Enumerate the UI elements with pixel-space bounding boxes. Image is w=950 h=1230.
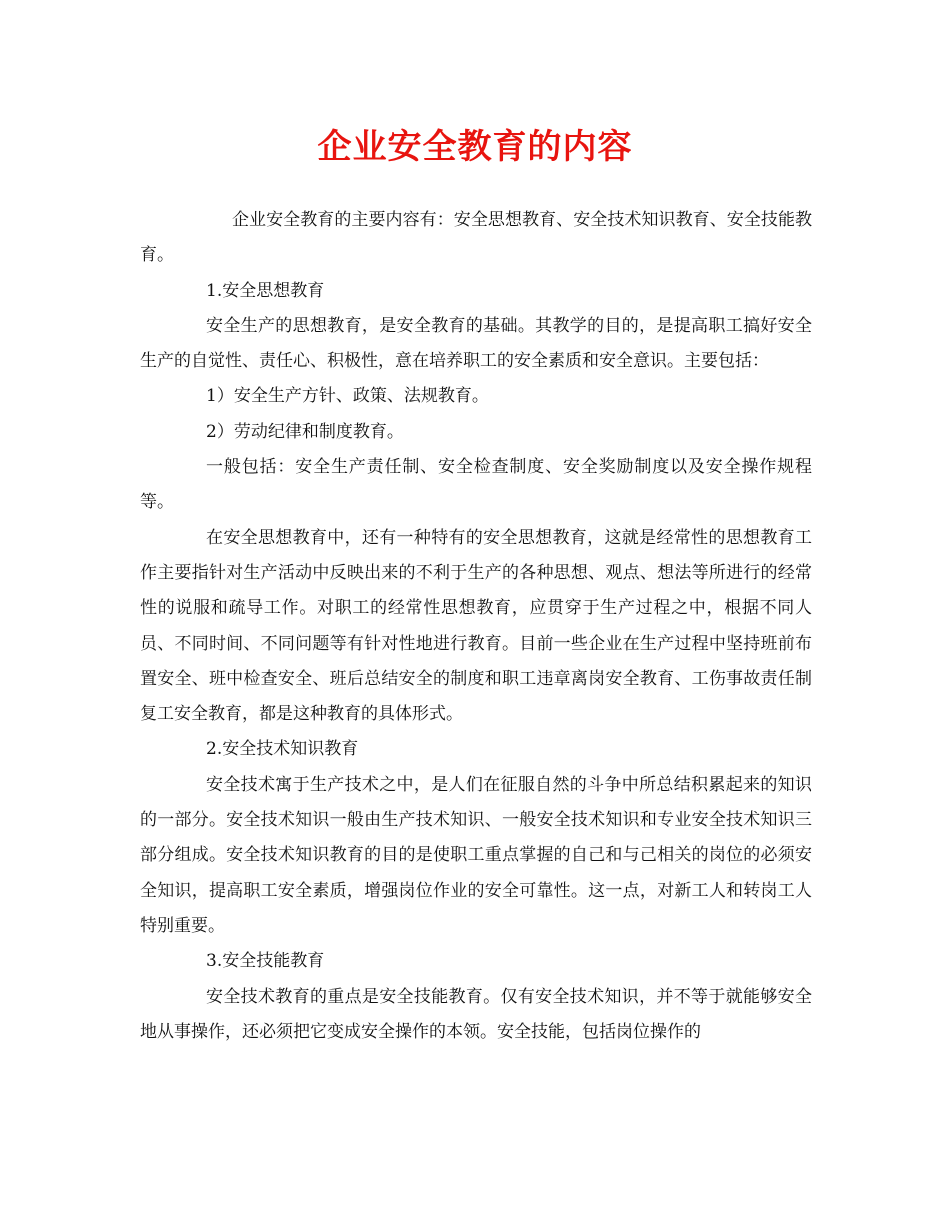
section-1-paragraph-1: 安全生产的思想教育，是安全教育的基础。其教学的目的，是提高职工搞好安全生产的自觉性、责任心、积极性，意在培养职工的安全素质和安全意识。主要包括：: [140, 315, 812, 372]
section-3-paragraph-1: 安全技术教育的重点是安全技能教育。仅有安全技术知识，并不等于就能够安全地从事操作，还必须把它变成安全操作的本领。安全技能，包括岗位操作的: [140, 986, 812, 1042]
section-1-paragraph-2: 一般包括：安全生产责任制、安全检查制度、安全奖励制度以及安全操作规程等。: [140, 457, 812, 513]
section-1-paragraph-3: 在安全思想教育中，还有一种特有的安全思想教育，这就是经常性的思想教育工作主要指针对生产活动中反映出来的不利于生产的各种思想、观点、想法等所进行的经常性的说服和疏导工作。对职工的经常性思想教育，应贯穿于生产过程之中，根据不同人员、不同时间、不同问题等有针对性地进行教育。目前一些企业在生产过程中坚持班前布置安全、班中检查安全、班后总结安全的制度和职工违章离岗安全教育、工伤事故责任制复工安全教育，都是这种教育的具体形式。: [140, 527, 812, 725]
intro-paragraph: 企业安全教育的主要内容有：安全思想教育、安全技术知识教育、安全技能教育。: [140, 210, 812, 266]
document-body: [140, 203, 812, 1050]
list-item-2: 2）劳动纪律和制度教育。: [206, 421, 404, 442]
section-heading-3: 3.安全技能教育: [206, 951, 325, 972]
list-item-1: 1）安全生产方针、政策、法规教育。: [206, 386, 489, 407]
section-2-paragraph-1: 安全技术寓于生产技术之中，是人们在征服自然的斗争中所总结积累起来的知识的一部分。安全技术知识一般由生产技术知识、一般安全技术知识和专业安全技术知识三部分组成。安全技术知识教育的目的是使职工重点掌握的自己和与己相关的岗位的必须安全知识，提高职工安全素质，增强岗位作业的安全可靠性。这一点，对新工人和转岗工人特别重要。: [140, 774, 812, 936]
section-heading-2: 2.安全技术知识教育: [206, 739, 359, 760]
document-title: 企业安全教育的内容: [317, 127, 633, 167]
section-heading-1: 1.安全思想教育: [206, 280, 325, 301]
